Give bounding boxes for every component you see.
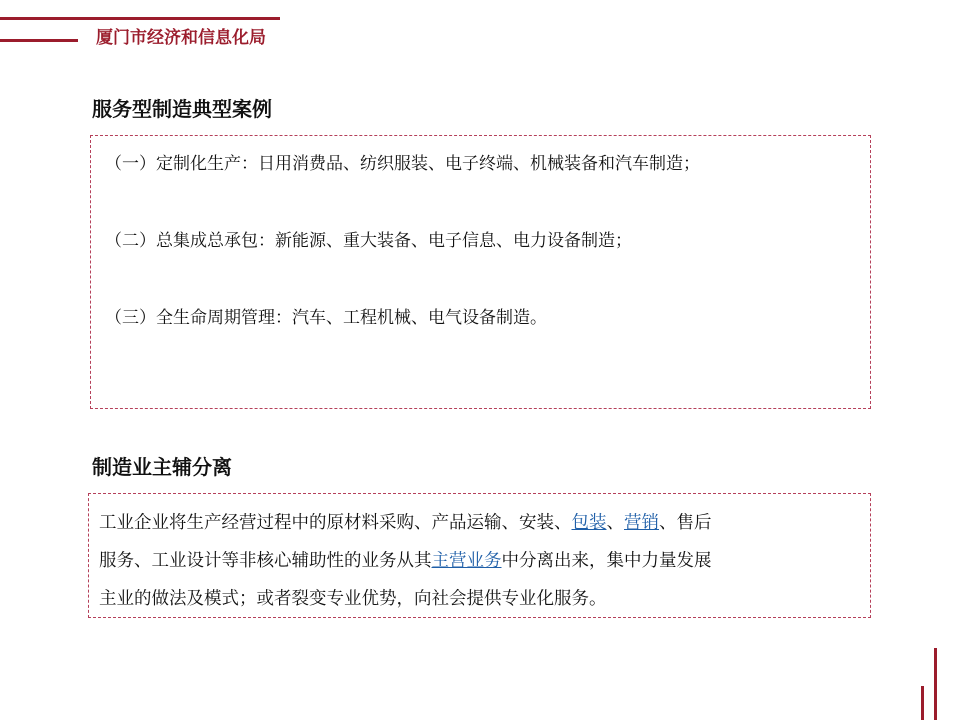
description-text: 服务、工业设计等非核心辅助性的业务从其: [99, 551, 432, 571]
description-text: 中分离出来，集中力量发展: [501, 551, 712, 571]
decorative-bar-tall: [934, 648, 937, 720]
decorative-bar-short: [921, 686, 924, 720]
description-text: 、售后: [659, 513, 712, 533]
header-rule-bottom: [0, 39, 78, 42]
description-line-2: [99, 548, 712, 574]
separation-description-box: [88, 493, 871, 618]
case-item-lifecycle-management: （三）全生命周期管理：汽车、工程机械、电气设备制造。: [105, 308, 547, 328]
section-title-main-auxiliary-separation: 制造业主辅分离: [92, 455, 232, 479]
section-title-typical-cases: 服务型制造典型案例: [92, 97, 272, 121]
marketing-link[interactable]: 营销: [624, 513, 659, 533]
case-item-customized-production: （一）定制化生产：日用消费品、纺织服装、电子终端、机械装备和汽车制造；: [105, 154, 700, 174]
typical-cases-box: [90, 135, 871, 409]
packaging-link[interactable]: 包装: [571, 513, 607, 533]
header-rule-top: [0, 17, 280, 20]
main-business-link[interactable]: 主营业务: [431, 551, 502, 571]
description-text: 工业企业将生产经营过程中的原材料采购、产品运输、安装、: [99, 513, 572, 533]
description-line-1: [99, 510, 712, 536]
case-item-general-contracting: （二）总集成总承包：新能源、重大装备、电子信息、电力设备制造；: [105, 231, 632, 251]
description-line-3: 主业的做法及模式；或者裂变专业优势，向社会提供专业化服务。: [99, 589, 607, 609]
description-text: 、: [606, 513, 624, 533]
organization-name: 厦门市经济和信息化局: [96, 28, 266, 48]
